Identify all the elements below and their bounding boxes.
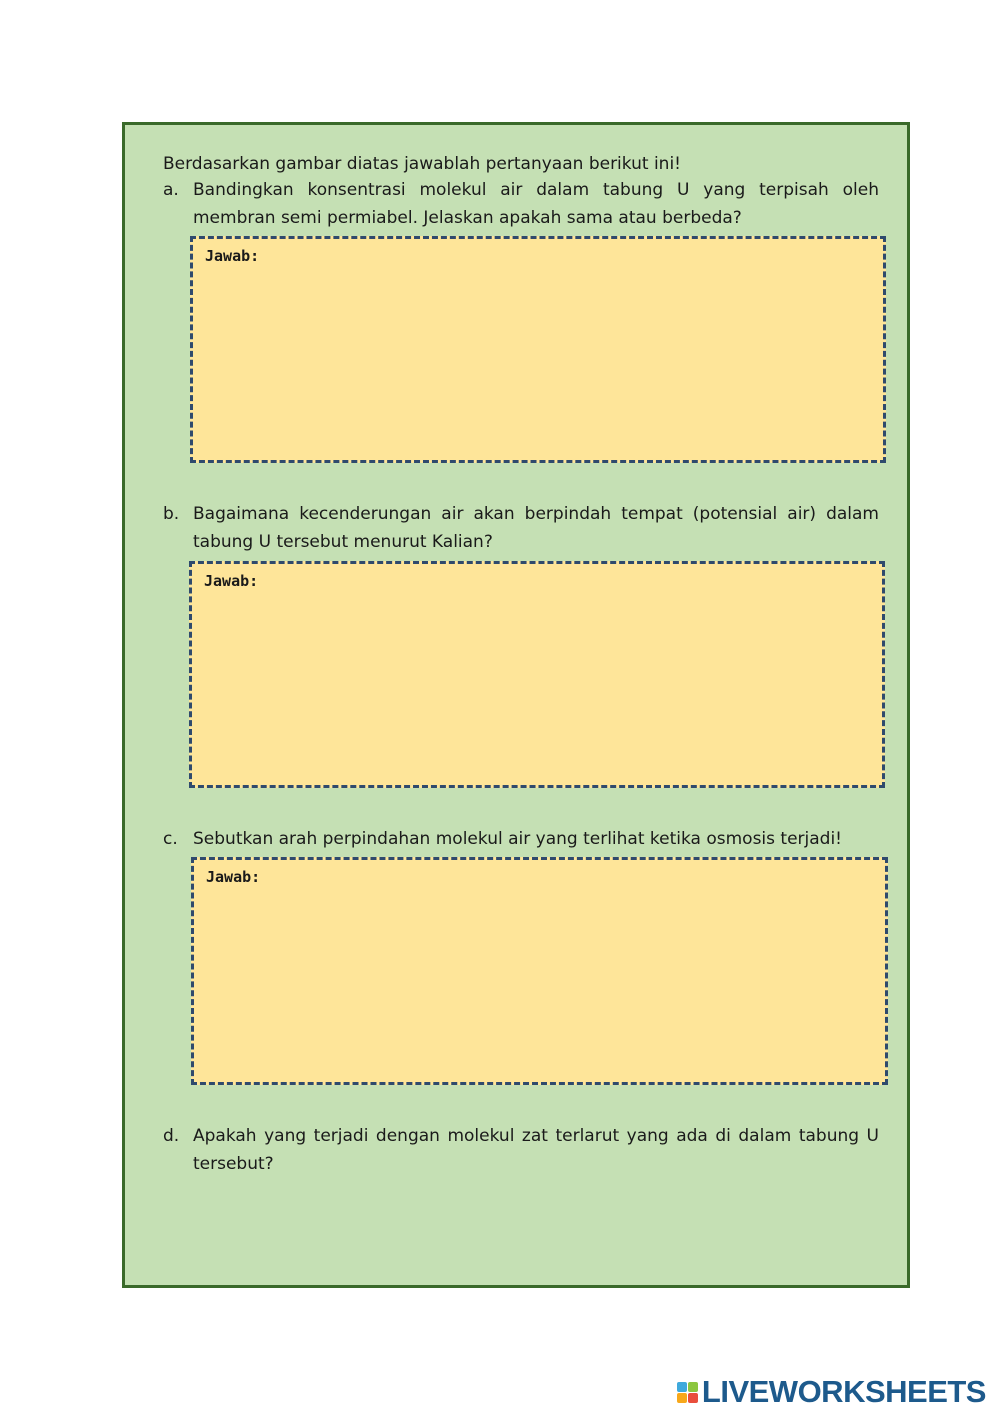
question-text: Bagaimana kecenderungan air akan berpindah tempat (potensial air) dalam tabung U tersebut menurut Kalian? [193,504,879,552]
question-letter: a. [163,180,179,200]
question-letter: d. [163,1126,180,1146]
answer-label: Jawab: [205,247,260,265]
instructions: Berdasarkan gambar diatas jawablah pertanyaan berikut ini! [163,154,681,174]
answer-label: Jawab: [204,572,259,590]
answer-box-c[interactable] [191,857,888,1085]
answer-box-b[interactable] [189,561,885,788]
question-a [163,176,879,232]
question-text: Sebutkan arah perpindahan molekul air yang terlihat ketika osmosis terjadi! [193,829,842,849]
question-text: Bandingkan konsentrasi molekul air dalam tabung U yang terpisah oleh membran semi permiabel. Jelaskan apakah sama atau berbeda? [193,180,879,228]
question-text: Apakah yang terjadi dengan molekul zat terlarut yang ada di dalam tabung U tersebut? [193,1126,879,1174]
brand-name: LIVEWORKSHEETS [701,1374,986,1409]
answer-label: Jawab: [206,868,261,886]
question-c [163,825,879,853]
answer-box-a[interactable] [190,236,886,463]
logo-tile [677,1393,687,1403]
logo-tile [688,1382,698,1392]
question-letter: b. [163,504,180,524]
question-letter: c. [163,829,178,849]
logo-tile [677,1382,687,1392]
question-d [163,1122,879,1178]
brand[interactable] [677,1374,986,1410]
liveworksheets-logo-icon [677,1382,698,1403]
logo-tile [688,1393,698,1403]
question-b [163,500,879,556]
